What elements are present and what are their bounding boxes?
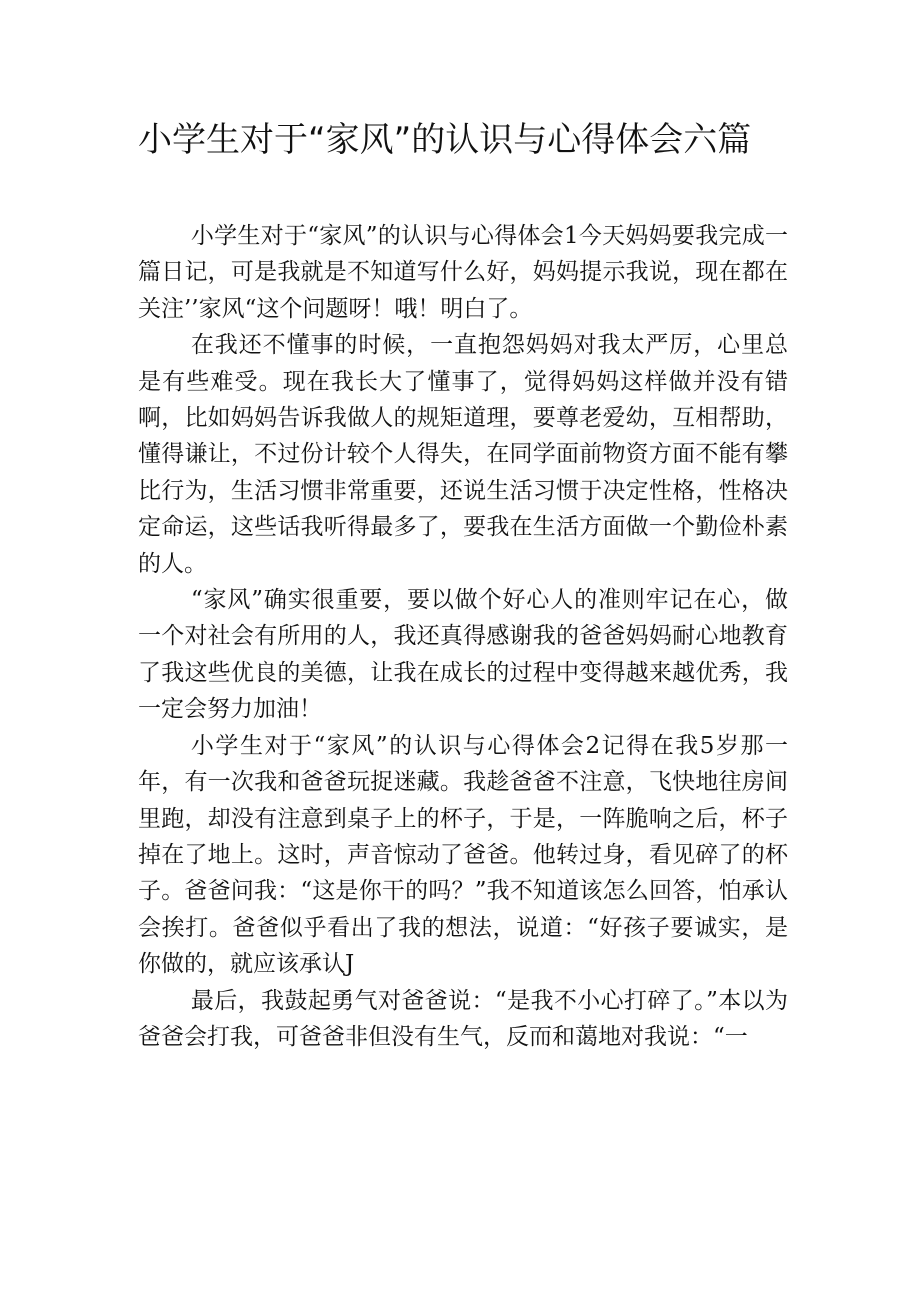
document-title: 小学生对于“家风”的认识与心得体会六篇	[138, 120, 752, 160]
paragraph-3: “家风”确实很重要，要以做个好心人的准则牢记在心，做一个对社会有所用的人，我还真得感谢我的爸爸妈妈耐心地教育了我这些优良的美德，让我在成长的过程中变得越来越优秀，我一定会努力加油！	[138, 587, 788, 723]
document-body	[138, 218, 788, 1055]
paragraph-1: 小学生对于“家风”的认识与心得体会1今天妈妈要我完成一篇日记，可是我就是不知道写什么好，妈妈提示我说，现在都在关注’’家风“这个问题呀！哦！明白了。	[138, 223, 788, 322]
paragraph-5: 最后，我鼓起勇气对爸爸说：“是我不小心打碎了。”本以为爸爸会打我，可爸爸非但没有生气，反而和蔼地对我说：“一	[138, 987, 788, 1050]
paragraph-4: 小学生对于“家风”的认识与心得体会2记得在我5岁那一年，有一次我和爸爸玩捉迷藏。我趁爸爸不注意，飞快地往房间里跑，却没有注意到桌子上的杯子，于是，一阵脆响之后，杯子掉在了地上。这时，声音惊动了爸爸。他转过身，看见碎了的杯子。爸爸问我：“这是你干的吗？”我不知道该怎么回答，怕承认会挨打。爸爸似乎看出了我的想法，说道：“好孩子要诚实，是你做的，就应该承认J	[138, 732, 788, 978]
paragraph-2: 在我还不懂事的时候，一直抱怨妈妈对我太严厉，心里总是有些难受。现在我长大了懂事了，觉得妈妈这样做并没有错啊，比如妈妈告诉我做人的规矩道理，要尊老爱幼，互相帮助，懂得谦让，不过份计较个人得失，在同学面前物资方面不能有攀比行为，生活习惯非常重要，还说生活习惯于决定性格，性格决定命运，这些话我听得最多了，要我在生活方面做一个勤俭朴素的人。	[138, 332, 788, 577]
